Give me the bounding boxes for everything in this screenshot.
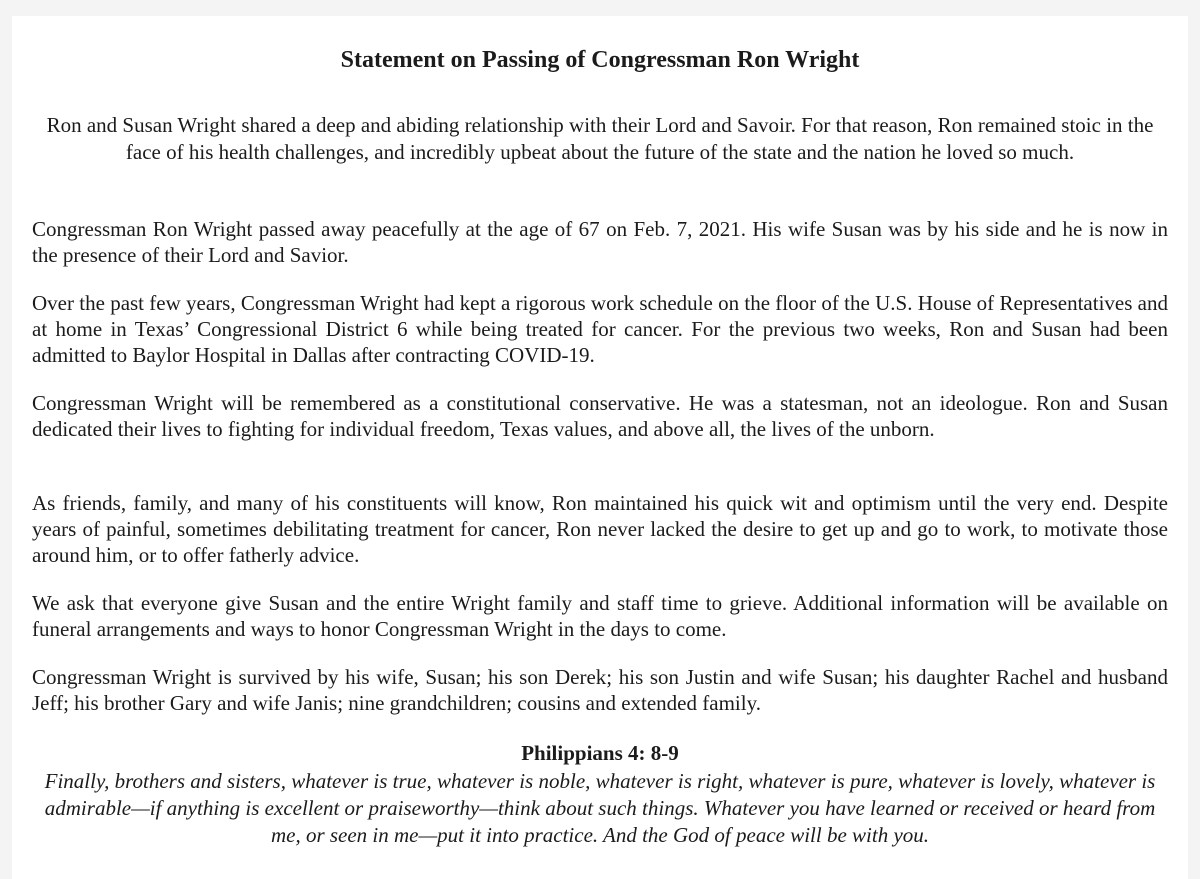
verse-text: Finally, brothers and sisters, whatever is true, whatever is noble, whatever is right, whatever is pure, whatever is lovely, whatever is admirable—if anything is excellent or praiseworthy—think about such things. Whatever you have learned or received or heard from me, or seen in me—put it into practice. And the God of peace will be with you. (44, 769, 1156, 847)
paragraph-wit-optimism: As friends, family, and many of his constituents will know, Ron maintained his quick wit and optimism until the very end. Despite years of painful, sometimes debilitating treatment for cancer, Ron never lacked the desire to get up and go to work, to motivate those around him, or to offer fatherly advice. (32, 491, 1168, 567)
paragraph-work-schedule: Over the past few years, Congressman Wright had kept a rigorous work schedule on the floor of the U.S. House of Representatives and at home in Texas’ Congressional District 6 while being treated for cancer. For the previous two weeks, Ron and Susan had been admitted to Baylor Hospital in Dallas after contracting COVID-19. (32, 291, 1168, 367)
intro-paragraph: Ron and Susan Wright shared a deep and abiding relationship with their Lord and Savoir. For that reason, Ron remained stoic in the face of his health challenges, and incredibly upbeat about the future of the state and the nation he loved so much. (46, 113, 1154, 164)
paragraph-legacy: Congressman Wright will be remembered as a constitutional conservative. He was a statesman, not an ideologue. Ron and Susan dedicated their lives to fighting for individual freedom, Texas values, and above all, the lives of the unborn. (32, 391, 1168, 441)
page-title: Statement on Passing of Congressman Ron Wright (340, 47, 860, 73)
paragraph-survivors: Congressman Wright is survived by his wife, Susan; his son Derek; his son Justin and wife Susan; his daughter Rachel and husband Jeff; his brother Gary and wife Janis; nine grandchildren; cousins and extended family. (32, 665, 1168, 715)
paragraph-request: We ask that everyone give Susan and the entire Wright family and staff time to grieve. Additional information will be available on funeral arrangements and ways to honor Congressman Wright in the days to come. (32, 591, 1168, 641)
statement-page (12, 16, 1188, 879)
paragraph-passing: Congressman Ron Wright passed away peacefully at the age of 67 on Feb. 7, 2021. His wife Susan was by his side and he is now in the presence of their Lord and Savior. (32, 217, 1168, 267)
verse-reference: Philippians 4: 8-9 (521, 741, 679, 765)
